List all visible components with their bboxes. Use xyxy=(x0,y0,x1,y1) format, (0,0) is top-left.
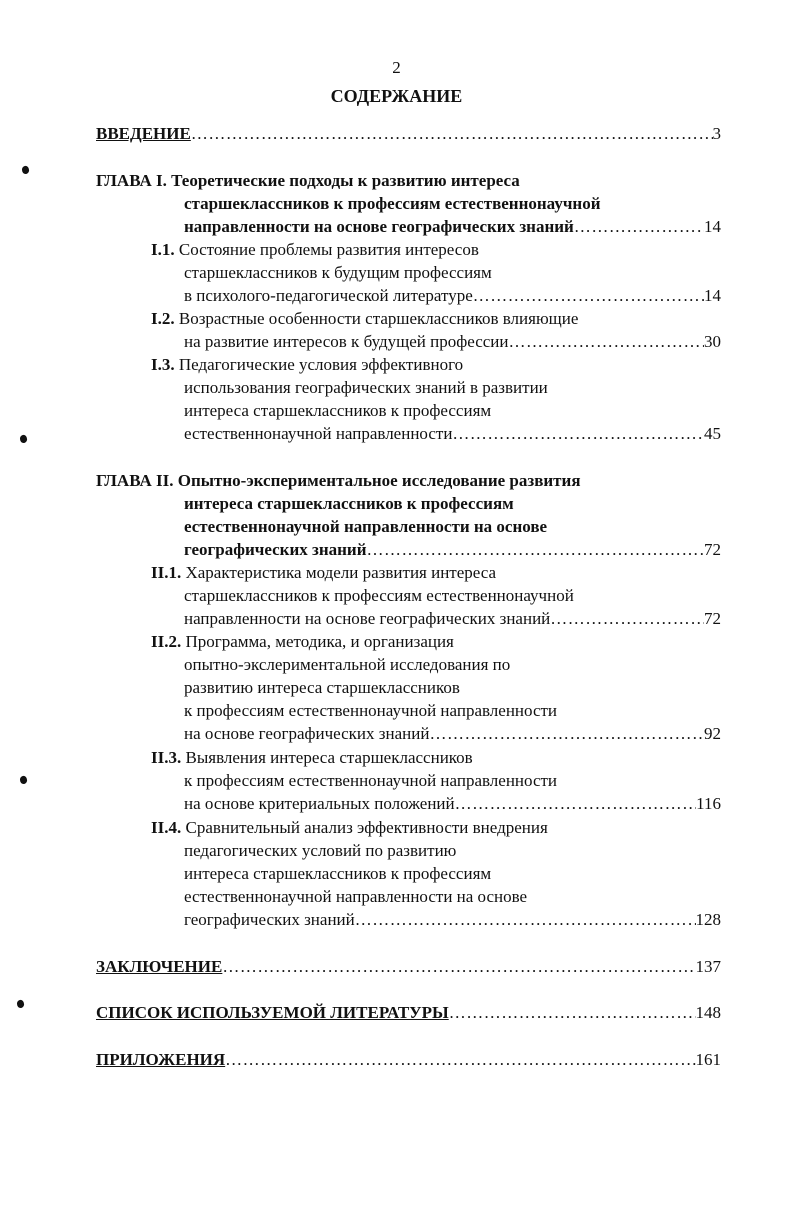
toc-page-number: 128 xyxy=(695,910,721,929)
leader-dots xyxy=(473,284,704,307)
section-number: II.4. xyxy=(151,818,182,837)
section-2-4-heading xyxy=(151,816,548,839)
toc-entry-chapter2[interactable] xyxy=(184,538,721,561)
section-2-3-heading xyxy=(151,746,473,769)
leader-dots xyxy=(452,422,704,445)
chapter1-heading xyxy=(96,169,520,192)
toc-entry-label: СПИСОК ИСПОЛЬЗУЕМОЙ ЛИТЕРАТУРЫ xyxy=(96,1003,449,1022)
toc-page-number: 45 xyxy=(704,424,721,443)
section-1-3-heading xyxy=(151,353,463,376)
section-line: Выявления интереса старшеклассников xyxy=(185,748,473,767)
chapter2-prefix: ГЛАВА II. xyxy=(96,471,174,490)
section-number: I.1. xyxy=(151,240,175,259)
section-line: Программа, методика, и организация xyxy=(185,632,454,651)
section-line: на основе географических знаний xyxy=(184,724,430,743)
chapter2-line4: географических знаний xyxy=(184,540,367,559)
toc-entry-conclusion[interactable] xyxy=(96,955,721,978)
leader-dots xyxy=(550,607,704,630)
section-line: Педагогические условия эффективного xyxy=(178,355,464,374)
scan-mark xyxy=(19,434,28,444)
section-line: старшеклассников к профессиям естественнонаучной xyxy=(184,586,574,605)
toc-entry-section-1-1[interactable] xyxy=(184,284,721,307)
section-line: развитию интереса старшеклассников xyxy=(184,678,460,697)
scan-mark xyxy=(16,999,25,1009)
section-line: в психолого-педагогической литературе xyxy=(184,286,473,305)
chapter2-line3: естественнонаучной направленности на основе xyxy=(184,517,548,536)
scan-mark xyxy=(21,165,30,175)
leader-dots xyxy=(225,1048,695,1071)
chapter2-heading xyxy=(96,469,581,492)
chapter2-line2: интереса старшеклассников к профессиям xyxy=(184,494,514,513)
toc-page-number: 72 xyxy=(704,540,721,559)
section-line: к профессиям естественнонаучной направленности xyxy=(184,701,558,720)
section-line: на развитие интересов к будущей профессии xyxy=(184,332,509,351)
toc-page-number: 92 xyxy=(704,724,721,743)
toc-entry-section-1-3[interactable] xyxy=(184,422,721,445)
leader-dots xyxy=(449,1001,696,1024)
toc-entry-label: ПРИЛОЖЕНИЯ xyxy=(96,1050,226,1069)
section-line: педагогических условий по развитию xyxy=(184,841,457,860)
toc-entry-section-1-2[interactable] xyxy=(184,330,721,353)
page-title: СОДЕРЖАНИЕ xyxy=(330,86,463,106)
leader-dots xyxy=(191,122,713,145)
toc-page-number: 14 xyxy=(704,217,721,236)
toc-page-number: 137 xyxy=(695,957,721,976)
toc-page-number: 14 xyxy=(704,286,721,305)
toc-entry-section-2-4[interactable] xyxy=(184,908,721,931)
leader-dots xyxy=(429,722,704,745)
toc-entry-section-2-3[interactable] xyxy=(184,792,721,815)
section-2-2-heading xyxy=(151,630,454,653)
section-1-2-heading xyxy=(151,307,578,330)
section-line: географических знаний xyxy=(184,910,355,929)
chapter1-line3: направленности на основе географических знаний xyxy=(184,217,574,236)
section-line: интереса старшеклассников к профессиям xyxy=(184,864,492,883)
section-line: использования географических знаний в развитии xyxy=(184,378,548,397)
toc-entry-label: ВВЕДЕНИЕ xyxy=(96,124,191,143)
leader-dots xyxy=(574,215,704,238)
toc-entry-intro[interactable] xyxy=(96,122,721,145)
section-line: опытно-экслериментальной исследования по xyxy=(184,655,511,674)
leader-dots xyxy=(222,955,695,978)
section-number: I.3. xyxy=(151,355,175,374)
section-line: интереса старшеклассников к профессиям xyxy=(184,401,492,420)
toc-page-number: 30 xyxy=(704,332,721,351)
toc-page-number: 116 xyxy=(696,794,721,813)
leader-dots xyxy=(509,330,704,353)
leader-dots xyxy=(355,908,696,931)
toc-entry-references[interactable] xyxy=(96,1001,721,1024)
toc-page-number: 72 xyxy=(704,609,721,628)
section-line: к профессиям естественнонаучной направленности xyxy=(184,771,558,790)
chapter1-line2: старшеклассников к профессиям естественнонаучной xyxy=(184,194,601,213)
section-number: II.3. xyxy=(151,748,182,767)
section-line: Характеристика модели развития интереса xyxy=(185,563,497,582)
section-number: II.1. xyxy=(151,563,182,582)
chapter1-line1: Теоретические подходы к развитию интереса xyxy=(171,171,520,190)
section-number: I.2. xyxy=(151,309,175,328)
section-line: естественнонаучной направленности на основе xyxy=(184,887,528,906)
section-line: старшеклассников к будущим профессиям xyxy=(184,263,492,282)
scan-mark xyxy=(19,775,28,785)
toc-page-number: 148 xyxy=(695,1003,721,1022)
leader-dots xyxy=(367,538,704,561)
section-line: естественнонаучной направленности xyxy=(184,424,453,443)
toc-entry-section-2-2[interactable] xyxy=(184,722,721,745)
section-2-1-heading xyxy=(151,561,496,584)
toc-entry-label: ЗАКЛЮЧЕНИЕ xyxy=(96,957,223,976)
toc-entry-section-2-1[interactable] xyxy=(184,607,721,630)
section-line: Сравнительный анализ эффективности внедрения xyxy=(185,818,548,837)
section-number: II.2. xyxy=(151,632,182,651)
toc-entry-chapter1[interactable] xyxy=(184,215,721,238)
toc-page-number: 161 xyxy=(695,1050,721,1069)
toc-entry-appendices[interactable] xyxy=(96,1048,721,1071)
section-line: Состояние проблемы развития интересов xyxy=(178,240,479,259)
leader-dots xyxy=(455,792,697,815)
chapter1-prefix: ГЛАВА I. xyxy=(96,171,167,190)
page-number: 2 xyxy=(392,58,401,77)
section-line: на основе критериальных положений xyxy=(184,794,455,813)
chapter2-line1: Опытно-экспериментальное исследование развития xyxy=(177,471,581,490)
toc-page-number: 3 xyxy=(712,124,721,143)
section-1-1-heading xyxy=(151,238,479,261)
section-line: направленности на основе географических знаний xyxy=(184,609,551,628)
section-line: Возрастные особенности старшеклассников влияющие xyxy=(178,309,579,328)
